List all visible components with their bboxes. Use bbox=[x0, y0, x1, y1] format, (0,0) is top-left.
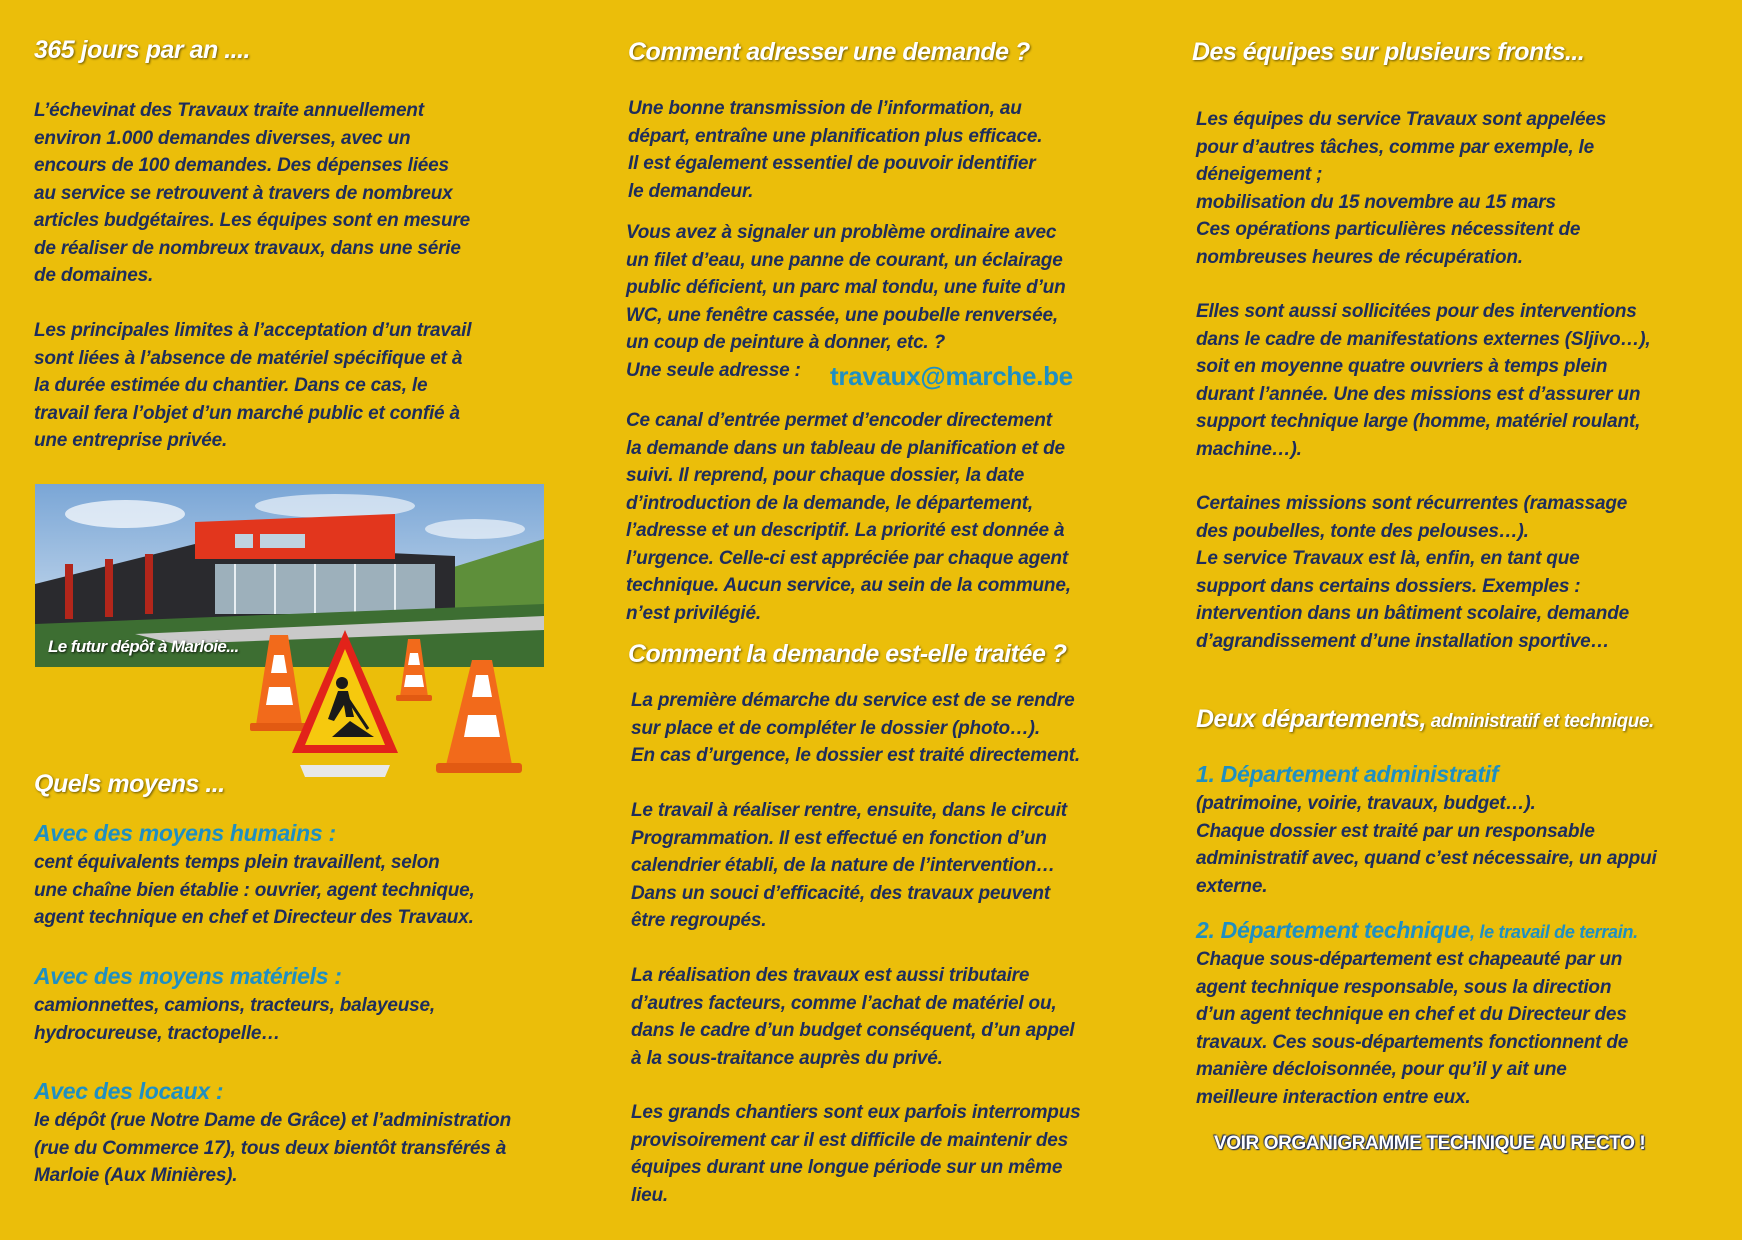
roadworks-sign-icon bbox=[292, 630, 398, 777]
heading-two-departments bbox=[1196, 705, 1654, 734]
paragraph-snow-clearing: Les équipes du service Travaux sont appelées pour d’autres tâches, comme par exemple, le déneigement ; mobilisation du 15 novembre au 15 mars Ces opérations particulières nécessitent de nombreuses heures de récupération. bbox=[1196, 109, 1607, 268]
paragraph-large-sites: Les grands chantiers sont eux parfois interrompus provisoirement car il est difficile de maintenir des équipes durant une longue période sur un même lieu. bbox=[631, 1102, 1081, 1206]
traffic-cone-icon bbox=[436, 660, 522, 773]
paragraph-intro: L’échevinat des Travaux traite annuellement environ 1.000 demandes diverses, avec un encours de 100 demandes. Des dépenses liées au service se retrouvent à travers de nombreux articles budgétaires. Les équipes sont en mesure de réaliser de nombreux travaux, dans une série de domaines. bbox=[34, 100, 471, 286]
subheading-technical-department-sub: , le travail de terrain. bbox=[1469, 922, 1638, 942]
heading-how-treated: Comment la demande est-elle traitée ? bbox=[628, 640, 1067, 668]
paragraph-first-step: La première démarche du service est de se rendre sur place et de compléter le dossier (photo…). En cas d’urgence, le dossier est traité directement. bbox=[631, 690, 1080, 766]
subheading-administrative-department: 1. Département administratif bbox=[1196, 761, 1499, 787]
subheading-human-means: Avec des moyens humains : bbox=[34, 820, 336, 846]
subheading-premises: Avec des locaux : bbox=[34, 1078, 224, 1104]
paragraph-technical-department: Chaque sous-département est chapeauté par un agent technique responsable, sous la direction d’un agent technique en chef et du Directeur des travaux. Ces sous-départements fonctionnent de manière décloisonnée, pour qu’il y ait une meilleure interaction entre eux. bbox=[1196, 949, 1629, 1108]
roadworks-illustration bbox=[250, 625, 530, 785]
paragraph-administrative-department: (patrimoine, voirie, travaux, budget…). Chaque dossier est traité par un responsable administratif avec, quand c’est nécessaire, un appui externe. bbox=[1196, 793, 1657, 897]
subheading-technical-department-main: 2. Département technique bbox=[1196, 917, 1470, 943]
email-address[interactable]: travaux@marche.be bbox=[830, 361, 1073, 391]
heading-multiple-fronts: Des équipes sur plusieurs fronts... bbox=[1192, 38, 1585, 66]
traffic-cone-icon bbox=[250, 635, 308, 731]
subheading-technical-department bbox=[1196, 917, 1638, 944]
heading-two-departments-sub: administratif et technique. bbox=[1425, 711, 1654, 732]
traffic-cone-icon bbox=[396, 639, 432, 701]
paragraph-human-means: cent équivalents temps plein travaillent, selon une chaîne bien établie : ouvrier, agent technique, agent technique en chef et Directeur des Travaux. bbox=[34, 852, 475, 928]
paragraph-events: Elles sont aussi sollicitées pour des interventions dans le cadre de manifestations externes (Sljivo…), soit en moyenne quatre ouvriers à temps plein durant l’année. Une des missions est d’assurer un support technique large (homme, matériel roulant, machine…). bbox=[1196, 301, 1651, 460]
heading-365-days: 365 jours par an .... bbox=[34, 36, 250, 64]
paragraph-transmission: Une bonne transmission de l’information, au départ, entraîne une planification plus efficace. Il est également essentiel de pouvoir identifier le demandeur. bbox=[628, 98, 1043, 202]
paragraph-programming: Le travail à réaliser rentre, ensuite, dans le circuit Programmation. Il est effectué en fonction d’un calendrier établi, de la nature de l’intervention… Dans un souci d’efficacité, des travaux peuvent être regroupés. bbox=[631, 800, 1067, 931]
see-organigram-notice: VOIR ORGANIGRAMME TECHNIQUE AU RECTO ! bbox=[1214, 1133, 1646, 1154]
heading-means: Quels moyens ... bbox=[34, 770, 225, 798]
paragraph-recurring: Certaines missions sont récurrentes (ramassage des poubelles, tonte des pelouses…). Le service Travaux est là, enfin, en tant que support dans certains dossiers. Exemples : intervention dans un bâtiment scolaire, demande d’agrandissement d’une installation sportive… bbox=[1196, 493, 1629, 652]
paragraph-premises: le dépôt (rue Notre Dame de Grâce) et l’administration (rue du Commerce 17), tous deux bientôt transférés à Marloie (Aux Minières). bbox=[34, 1110, 511, 1186]
paragraph-channel: Ce canal d’entrée permet d’encoder directement la demande dans un tableau de planification et de suivi. Il reprend, pour chaque dossier, la date d’introduction de la demande, le département, l’adresse et un descriptif. La priorité est donnée à l’urgence. Celle-ci est appréciée par chaque agent technique. Aucun service, au sein de la commune, n’est privilégié. bbox=[626, 410, 1071, 624]
subheading-material-means: Avec des moyens matériels : bbox=[34, 963, 342, 989]
paragraph-dependency: La réalisation des travaux est aussi tributaire d’autres facteurs, comme l’achat de matériel ou, dans le cadre d’un budget conséquent, d’un appel à la sous-traitance auprès du privé. bbox=[631, 965, 1075, 1069]
heading-two-departments-main: Deux départements, bbox=[1196, 705, 1426, 733]
paragraph-problem: Vous avez à signaler un problème ordinaire avec un filet d’eau, une panne de courant, un éclairage public déficient, un parc mal tondu, une fuite d’un WC, une fenêtre cassée, une poubelle renversée, un coup de peinture à donner, etc. ? Une seule adresse : bbox=[626, 222, 1066, 381]
heading-how-to-request: Comment adresser une demande ? bbox=[628, 38, 1030, 66]
paragraph-material-means: camionnettes, camions, tracteurs, balayeuse, hydrocureuse, tractopelle… bbox=[34, 995, 435, 1044]
photo-caption: Le futur dépôt à Marloie... bbox=[48, 637, 239, 656]
paragraph-limits: Les principales limites à l’acceptation d’un travail sont liées à l’absence de matériel spécifique et à la durée estimée du chantier. Dans ce cas, le travail fera l’objet d’un marché public et confié à une entreprise privée. bbox=[34, 320, 472, 451]
